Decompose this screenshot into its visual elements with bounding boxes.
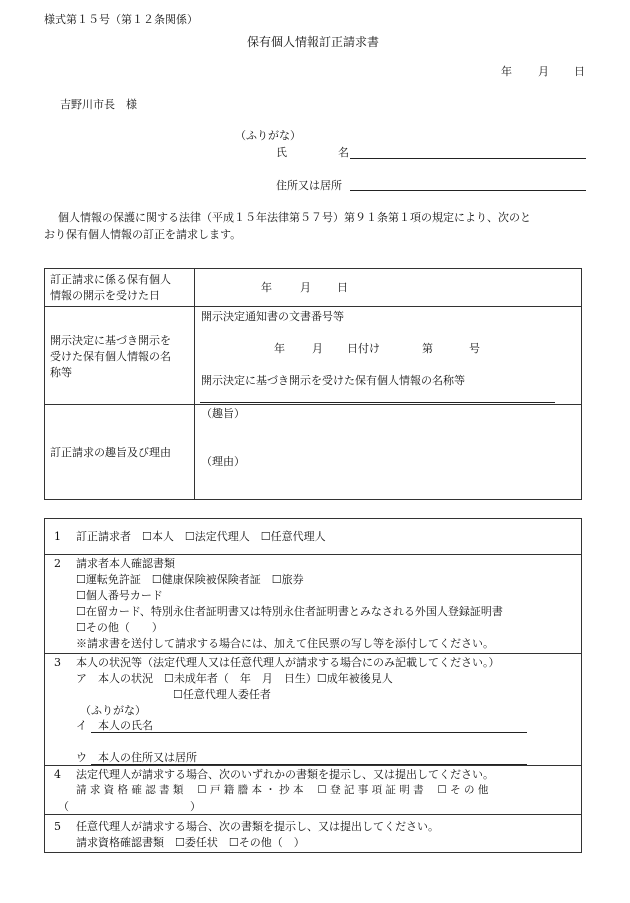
row2-info-name-field[interactable] [200, 402, 555, 403]
row1-year: 年 [261, 281, 272, 294]
table2-divider-1 [44, 554, 582, 555]
row2-label-line1: 開示決定に基づき開示を [50, 334, 171, 347]
row2-label-line2: 受けた保有個人情報の名 [50, 350, 171, 363]
row3-reason-label: （理由） [201, 455, 245, 468]
s2-id-options-4[interactable]: ☐その他（ ） [76, 621, 163, 634]
row3-purpose-label: （趣旨） [201, 407, 245, 420]
row2-info-name-label: 開示決定に基づき開示を受けた保有個人情報の名称等 [201, 374, 465, 387]
date-month-label: 月 [538, 65, 549, 78]
addressee: 吉野川市長 様 [60, 98, 137, 111]
table2-divider-4 [44, 814, 582, 815]
row2-year: 年 [274, 342, 285, 355]
row2-dai: 第 [422, 342, 433, 355]
row3-label: 訂正請求の趣旨及び理由 [50, 446, 171, 459]
s4-title: 法定代理人が請求する場合、次のいずれかの書類を提示し、又は提出してください。 [76, 768, 494, 781]
name-label-2: 名 [338, 146, 349, 159]
table1-divider [194, 268, 195, 500]
row1-label-line2: 情報の開示を受けた日 [50, 289, 160, 302]
s3-furigana: （ふりがな） [80, 704, 146, 717]
name-field[interactable] [350, 158, 586, 159]
table1-row-divider-1 [44, 306, 582, 307]
s5-documents[interactable]: 請求資格確認書類 ☐委任状 ☐その他（ ） [76, 836, 305, 849]
s1-num: 1 [54, 530, 61, 543]
s4-documents[interactable]: 請 求 資 格 確 認 書 類 ☐ 戸 籍 謄 本 ・ 抄 本 ☐ 登 記 事 項 証 明 書 ☐ そ の 他 [76, 784, 489, 796]
s3-person-name-label: イ 本人の氏名 [76, 719, 153, 732]
s2-title: 請求者本人確認書類 [76, 557, 175, 570]
s1-requester-type[interactable]: 訂正請求者 ☐本人 ☐法定代理人 ☐任意代理人 [76, 530, 326, 543]
row1-month: 月 [300, 281, 311, 294]
row1-label-line1: 訂正請求に係る保有個人 [50, 273, 171, 286]
table1-row-divider-2 [44, 404, 582, 405]
form-title: 保有個人情報訂正請求書 [247, 35, 380, 49]
s3-num: 3 [54, 656, 61, 669]
s3-person-status-2[interactable]: ☐任意代理人委任者 [173, 688, 271, 701]
s3-person-status[interactable]: ア 本人の状況 ☐未成年者（ 年 月 日生）☐成年被後見人 [76, 672, 393, 685]
form-number: 様式第１５号（第１２条関係） [44, 13, 198, 26]
s3-person-name-field[interactable] [91, 732, 527, 733]
row2-doc-number-label: 開示決定通知書の文書番号等 [201, 310, 344, 323]
row2-label-line3: 称等 [50, 366, 72, 379]
s2-id-options-3[interactable]: ☐在留カード、特別永住者証明書又は特別永住者証明書とみなされる外国人登録証明書 [76, 605, 503, 618]
table2-divider-2 [44, 653, 582, 654]
date-day-label: 日 [574, 65, 585, 78]
address-field[interactable] [350, 190, 586, 191]
s2-id-options-1[interactable]: ☐運転免許証 ☐健康保険被保険者証 ☐旅券 [76, 573, 304, 586]
date-year-label: 年 [501, 65, 512, 78]
s3-title: 本人の状況等（法定代理人又は任意代理人が請求する場合にのみ記載してください。） [76, 656, 500, 669]
row1-day: 日 [337, 281, 348, 294]
s2-num: 2 [54, 557, 61, 570]
furigana-label: （ふりがな） [235, 129, 301, 142]
row2-dated: 日付け [347, 342, 380, 355]
s5-num: 5 [54, 820, 61, 833]
row2-go: 号 [469, 342, 480, 355]
address-label: 住所又は居所 [276, 179, 342, 192]
s3-person-address-field[interactable] [91, 764, 527, 765]
s2-note: ※請求書を送付して請求する場合には、加えて住民票の写し等を添付してください。 [76, 637, 494, 650]
table2-divider-3 [44, 765, 582, 766]
name-label-1: 氏 [276, 146, 287, 159]
s5-title: 任意代理人が請求する場合、次の書類を提示し、又は提出してください。 [76, 820, 439, 833]
s4-other-field[interactable]: （ ） [58, 800, 201, 813]
s3-person-address-label: ウ 本人の住所又は居所 [76, 751, 197, 764]
s2-id-options-2[interactable]: ☐個人番号カード [76, 589, 163, 602]
s4-num: 4 [54, 768, 61, 781]
intro-line-1: 個人情報の保護に関する法律（平成１５年法律第５７号）第９１条第１項の規定により、次のと [58, 211, 531, 224]
row2-month: 月 [312, 342, 323, 355]
intro-line-2: おり保有個人情報の訂正を請求します。 [44, 228, 242, 241]
